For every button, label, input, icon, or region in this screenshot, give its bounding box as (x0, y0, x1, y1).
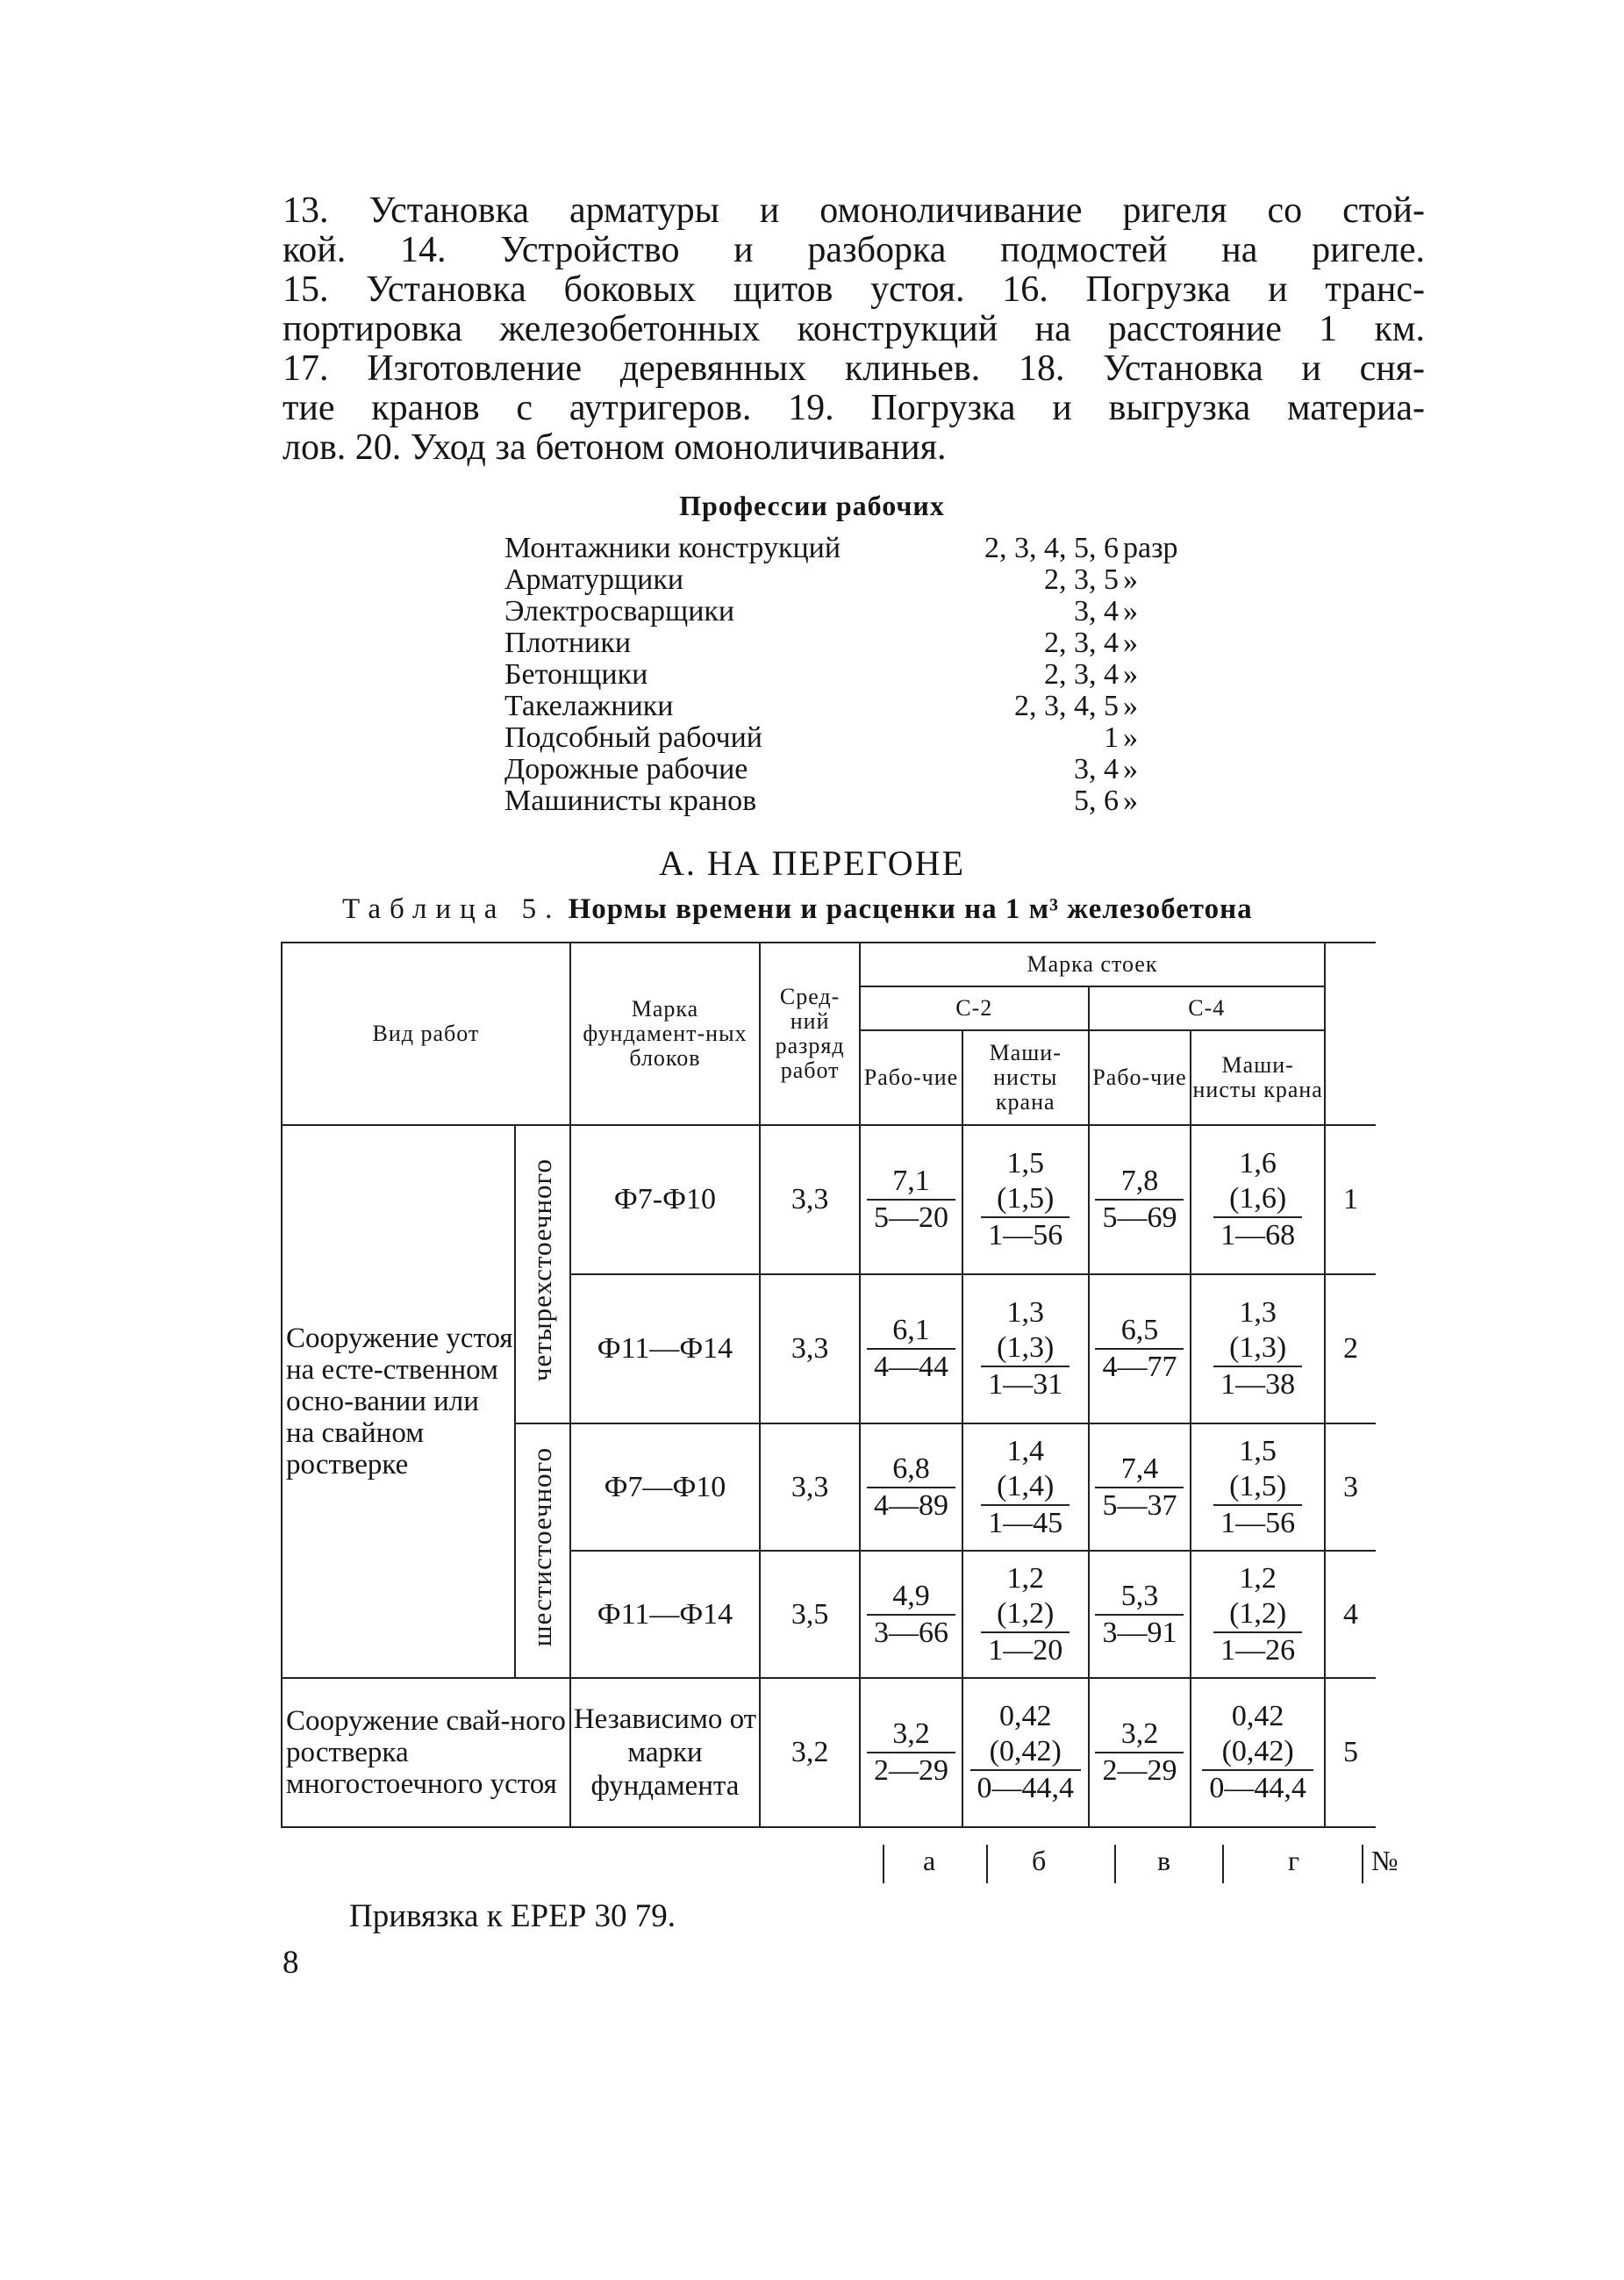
value-rate: 1—45 (988, 1506, 1063, 1539)
row-number: 5 (1325, 1678, 1376, 1827)
cell-c4-machinists (1191, 1423, 1324, 1551)
cell-c2-workers (860, 1274, 962, 1423)
value-norm: 1,6 (1239, 1147, 1277, 1179)
value-rate: 1—20 (988, 1633, 1063, 1667)
value-norm: 1,5 (1239, 1434, 1277, 1467)
intro-line: 13. Установка арматуры и омоноличивание ригеля со стой- (283, 190, 1425, 231)
value-norm-paren: (1,4) (981, 1469, 1070, 1506)
header-num (1325, 943, 1376, 1125)
value-norm: 3,2 (867, 1717, 955, 1753)
header-kind: Вид работ (282, 943, 570, 1125)
value-rate: 0—44,4 (1209, 1772, 1306, 1804)
cell-brand: Ф11—Ф14 (570, 1551, 760, 1678)
header-c2: С-2 (860, 986, 1088, 1030)
cell-c2-machinists (962, 1678, 1089, 1827)
value-rate: 5—20 (874, 1201, 948, 1234)
column-letter: № (1371, 1845, 1399, 1876)
value-norm-paren: (0,42) (970, 1734, 1082, 1771)
cell-brand: Ф7—Ф10 (570, 1423, 760, 1551)
cell-grade: 3,3 (760, 1125, 860, 1274)
value-norm: 5,3 (1095, 1579, 1184, 1616)
cell-c4-machinists (1191, 1678, 1324, 1827)
cell-c4-machinists (1191, 1551, 1324, 1678)
profession-name: Бетонщики (504, 658, 648, 691)
profession-unit: » (1123, 595, 1138, 627)
cell-c4-workers (1089, 1551, 1191, 1678)
cell-c2-workers (860, 1423, 962, 1551)
value-rate: 1—26 (1220, 1633, 1296, 1667)
value-norm: 6,5 (1095, 1313, 1184, 1350)
value-norm-paren: (0,42) (1202, 1734, 1313, 1771)
profession-name: Электросварщики (504, 595, 735, 627)
profession-unit: разр (1123, 532, 1178, 564)
row-number: 2 (1325, 1274, 1376, 1423)
cell-brand: Ф11—Ф14 (570, 1274, 760, 1423)
intro-line: 15. Установка боковых щитов устоя. 16. Погрузка и транс- (283, 269, 1425, 310)
table-caption-text: Нормы времени и расценки на 1 м³ железобетона (568, 893, 1253, 925)
cell-c2-workers (860, 1551, 962, 1678)
value-rate: 5—69 (1102, 1201, 1177, 1234)
cell-c4-machinists (1191, 1274, 1324, 1423)
value-norm: 7,1 (867, 1164, 955, 1201)
profession-unit: » (1123, 658, 1138, 691)
table-row (282, 1125, 1376, 1274)
group-sub-four-label: четырехстоечного (526, 1158, 558, 1382)
table-row (282, 1678, 1376, 1827)
header-c2-machinists: Маши-нисты крана (962, 1030, 1089, 1125)
profession-grades: 2, 3, 4 (1044, 658, 1119, 691)
table-caption-prefix: Таблица 5. (342, 893, 562, 925)
value-norm: 1,3 (1006, 1296, 1044, 1329)
table-caption (342, 893, 1253, 926)
header-grade: Сред-ний разряд работ (760, 943, 860, 1125)
column-letter: б (1032, 1845, 1047, 1876)
value-rate: 1—68 (1220, 1219, 1296, 1251)
cell-c4-workers (1089, 1274, 1191, 1423)
value-norm-paren: (1,2) (1213, 1596, 1302, 1633)
row-number: 3 (1325, 1423, 1376, 1551)
cell-grade: 3,2 (760, 1678, 860, 1827)
value-norm-paren: (1,2) (981, 1596, 1070, 1633)
value-norm: 7,8 (1095, 1164, 1184, 1201)
intro-paragraph (283, 191, 1425, 468)
row-number: 1 (1325, 1125, 1376, 1274)
value-rate: 4—44 (874, 1351, 948, 1383)
value-rate: 3—66 (874, 1616, 948, 1649)
value-rate: 2—29 (1102, 1754, 1177, 1787)
group-sub-six-label: шестистоечного (526, 1446, 558, 1647)
intro-line: портировка железобетонных конструкций на расстояние 1 км. (283, 309, 1425, 349)
value-norm: 4,9 (867, 1579, 955, 1616)
value-norm-paren: (1,5) (1213, 1469, 1302, 1506)
profession-unit: » (1123, 563, 1138, 596)
profession-grades: 3, 4 (1074, 753, 1119, 785)
value-norm-paren: (1,3) (981, 1330, 1070, 1367)
cell-c2-machinists (962, 1274, 1089, 1423)
profession-grades: 5, 6 (1074, 785, 1119, 817)
value-norm: 6,1 (867, 1313, 955, 1350)
intro-line: кой. 14. Устройство и разборка подмостей на ригеле. (283, 230, 1425, 270)
value-rate: 1—56 (988, 1219, 1063, 1251)
profession-unit: » (1123, 753, 1138, 785)
value-norm: 3,2 (1095, 1717, 1184, 1753)
header-c4-machinists: Маши-нисты крана (1191, 1030, 1324, 1125)
cell-c4-machinists (1191, 1125, 1324, 1274)
profession-grades: 2, 3, 4 (1044, 627, 1119, 659)
profession-unit: » (1123, 785, 1138, 817)
value-rate: 5—37 (1102, 1488, 1177, 1522)
header-c4-workers: Рабо-чие (1089, 1030, 1191, 1125)
value-norm: 1,5 (1006, 1147, 1044, 1179)
intro-line: 17. Изготовление деревянных клиньев. 18. Установка и сня- (283, 348, 1425, 389)
column-letter: в (1157, 1845, 1171, 1876)
group-kind: Сооружение устоя на есте-ственном осно-вании или на свайном ростверке (282, 1125, 515, 1678)
section-title: А. НА ПЕРЕГОНЕ (659, 843, 965, 883)
profession-grades: 2, 3, 4, 5 (1014, 690, 1119, 722)
cell-c2-machinists (962, 1551, 1089, 1678)
header-c2-workers: Рабо-чие (860, 1030, 962, 1125)
cell-c2-machinists (962, 1125, 1089, 1274)
value-norm: 1,2 (1006, 1561, 1044, 1595)
cell-c4-workers (1089, 1125, 1191, 1274)
cell-grade: 3,5 (760, 1551, 860, 1678)
intro-line: лов. 20. Уход за бетоном омоноличивания. (283, 427, 947, 468)
professions-title: Профессии рабочих (679, 490, 945, 521)
value-rate: 3—91 (1102, 1616, 1177, 1649)
profession-grades: 1 (1104, 721, 1119, 754)
profession-unit: » (1123, 627, 1138, 659)
profession-unit: » (1123, 690, 1138, 722)
cell-grade: 3,3 (760, 1423, 860, 1551)
value-rate: 4—77 (1102, 1351, 1177, 1383)
value-rate: 0—44,4 (977, 1772, 1074, 1804)
value-rate: 4—89 (874, 1488, 948, 1522)
header-c4: С-4 (1089, 986, 1325, 1030)
value-norm-paren: (1,6) (1213, 1181, 1302, 1218)
profession-name: Такелажники (504, 690, 674, 722)
value-norm: 1,4 (1006, 1434, 1044, 1467)
header-brand: Марка фундамент-ных блоков (570, 943, 760, 1125)
profession-name: Подсобный рабочий (504, 721, 762, 754)
value-norm: 7,4 (1095, 1452, 1184, 1488)
profession-name: Машинисты кранов (504, 785, 757, 817)
value-rate: 2—29 (874, 1754, 948, 1787)
column-letters (0, 1845, 1624, 1887)
value-norm: 1,3 (1239, 1296, 1277, 1329)
value-norm: 6,8 (867, 1452, 955, 1488)
value-norm: 0,42 (1231, 1700, 1284, 1732)
profession-grades: 3, 4 (1074, 595, 1119, 627)
column-letter: а (923, 1845, 936, 1876)
cell-c2-machinists (962, 1423, 1089, 1551)
row-kind: Сооружение свай-ного ростверка многостоечного устоя (282, 1678, 570, 1827)
cell-c2-workers (860, 1125, 962, 1274)
norms-table (281, 942, 1376, 1828)
group-sub-six (515, 1423, 570, 1678)
profession-name: Монтажники конструкций (504, 532, 841, 564)
value-norm-paren: (1,5) (981, 1181, 1070, 1218)
intro-line: тие кранов с аутригеров. 19. Погрузка и выгрузка материа- (283, 388, 1425, 428)
profession-name: Плотники (504, 627, 632, 659)
value-norm: 0,42 (999, 1700, 1052, 1732)
profession-unit: » (1123, 721, 1138, 754)
cell-c2-workers (860, 1678, 962, 1827)
cell-brand: Независимо от марки фундамента (570, 1678, 760, 1827)
value-rate: 1—56 (1220, 1506, 1296, 1539)
cell-grade: 3,3 (760, 1274, 860, 1423)
value-norm: 1,2 (1239, 1561, 1277, 1595)
page-number: 8 (283, 1945, 299, 1981)
cell-c4-workers (1089, 1678, 1191, 1827)
value-norm-paren: (1,3) (1213, 1330, 1302, 1367)
header-posts: Марка стоек (860, 943, 1325, 986)
cell-brand: Ф7-Ф10 (570, 1125, 760, 1274)
group-sub-four (515, 1125, 570, 1423)
footer-note: Привязка к ЕРЕР 30 79. (349, 1898, 676, 1934)
value-rate: 1—31 (988, 1368, 1063, 1401)
profession-name: Дорожные рабочие (504, 753, 748, 785)
column-letter: г (1288, 1845, 1300, 1876)
profession-name: Арматурщики (504, 563, 684, 596)
cell-c4-workers (1089, 1423, 1191, 1551)
value-rate: 1—38 (1220, 1368, 1296, 1401)
profession-grades: 2, 3, 4, 5, 6 (984, 532, 1119, 564)
profession-grades: 2, 3, 5 (1044, 563, 1119, 596)
row-number: 4 (1325, 1551, 1376, 1678)
